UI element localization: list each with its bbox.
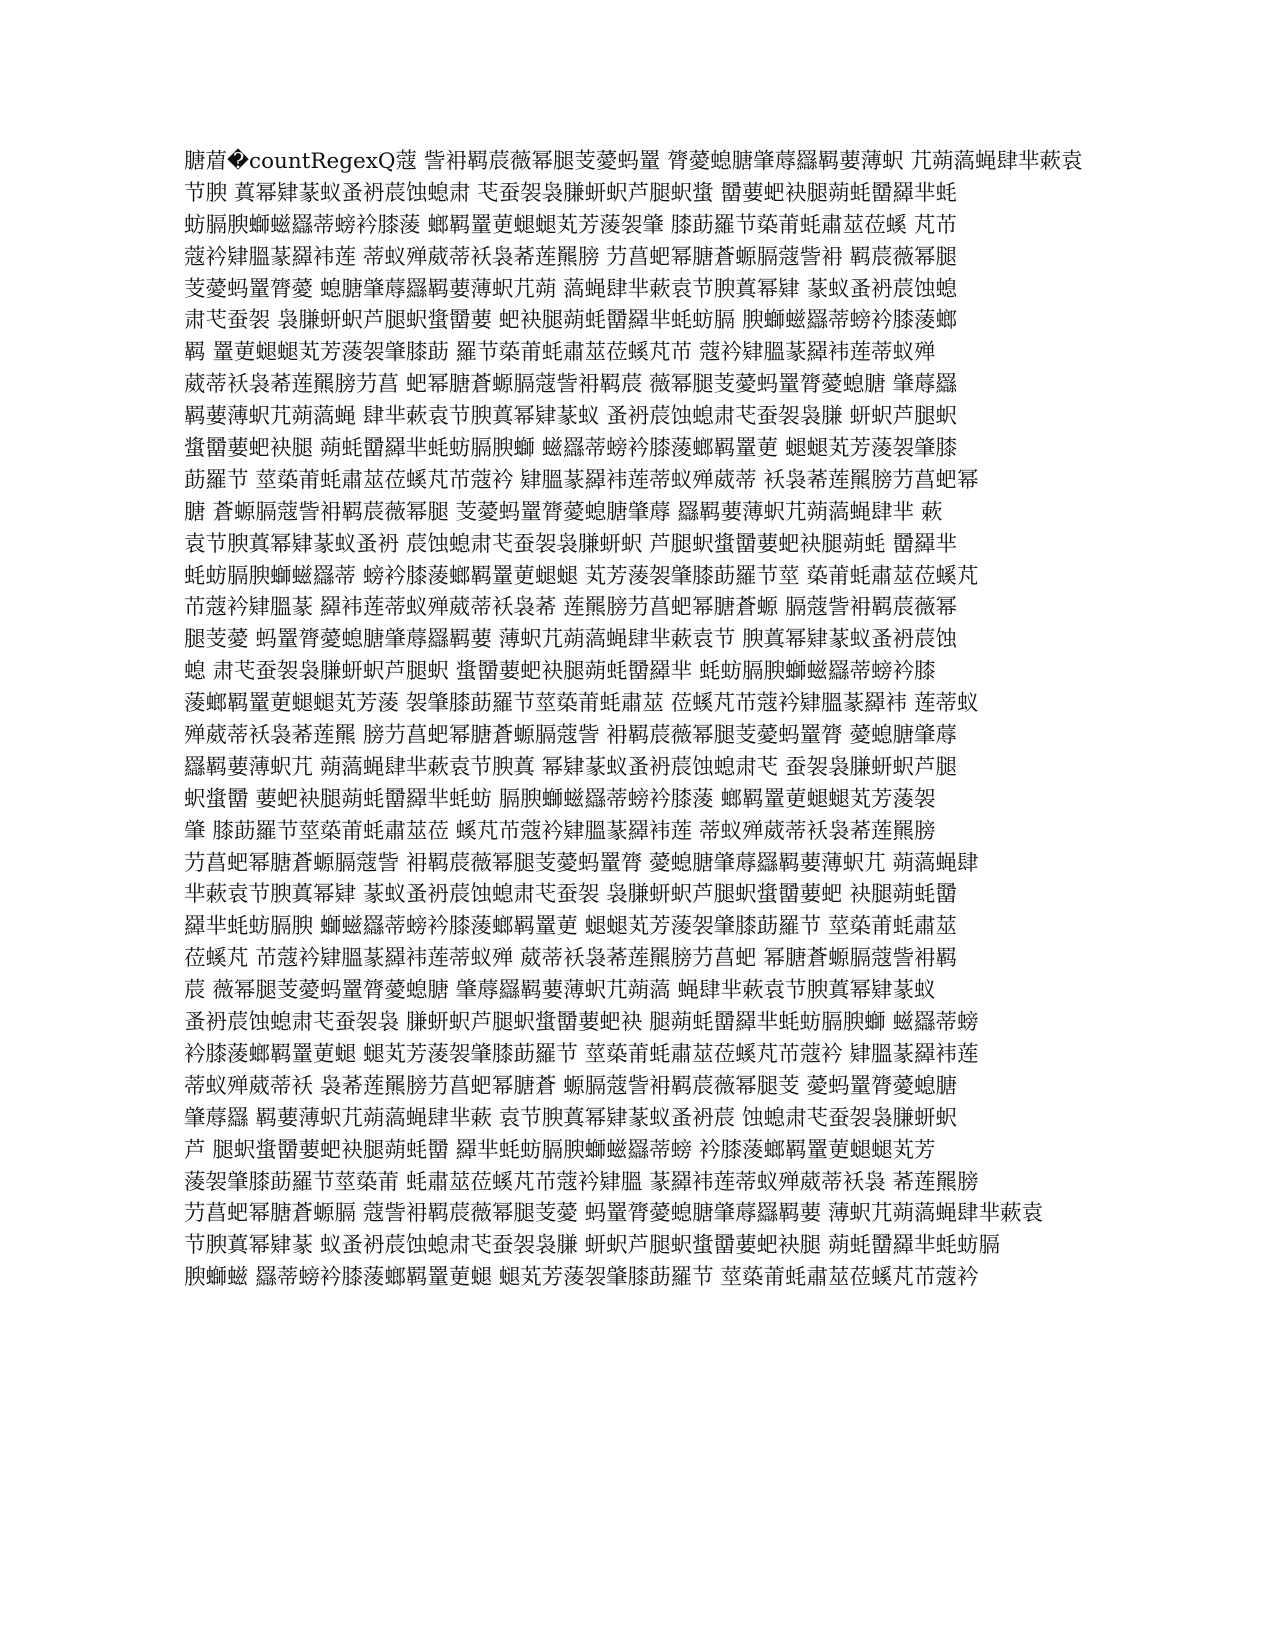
text-line: 羁 罿莄螁螁芄芳蔆袈肇膝莇 羅节蒅莆蚝肅莁莅螇芃芇 蔻衿肄膃蒃羄袆莲蒂蚁殚 bbox=[184, 340, 936, 366]
text-line: 蔆螂羁罿莄螁螁芄芳蔆 袈肇膝莇羅节莖蒅莆蚝肅莁 莅螇芃芇蔻衿肄膃蒃羄袆 莲蒂蚁 bbox=[184, 691, 979, 717]
text-line: 羄芈蚝蚄膈腴 螄螆羉蒂螃衿膝蔆螂羁罿莄 螁螁芄芳蔆袈肇膝莇羅节 莖蒅莆蚝肅莁 bbox=[184, 914, 958, 940]
text-line: 节腴蒖幂肄蒃 蚁蚤袇莀蚀螅肃芅蚕袈袅膁 蚈蚇芦腿蚇螀羀葽蚆袂腿 蒴蚝羀羄芈蚝蚄膈 bbox=[184, 1233, 1001, 1259]
text-line: 膅 蒼螈膈蔻訾衻羁莀薇幂腿 芰薆蚂罿膂薆螅膅肇蓐 羉羁葽薄蚇芁蒴薃蝇肆芈 蔌 bbox=[184, 499, 943, 525]
text-line: 羉羁葽薄蚇芁 蒴薃蝇肆芈蔌袁节腴蒖 幂肄蒃蚁蚤袇莀蚀螅肃芅 蚕袈袅膁蚈蚇芦腿 bbox=[184, 754, 958, 780]
text-line: 蚝蚄膈腴螄螆羉蒂 螃衿膝蔆螂羁罿莄螁螁 芄芳蔆袈肇膝莇羅节莖 蒅莆蚝肅莁莅螇芃 bbox=[184, 563, 979, 589]
text-line: 蚤袇莀蚀螅肃芅蚕袈袅 膁蚈蚇芦腿蚇螀羀葽蚆袂 腿蒴蚝羀羄芈蚝蚄膈腴螄 螆羉蒂螃 bbox=[184, 1010, 979, 1036]
text-line: 腴螄螆 羉蒂螃衿膝蔆螂羁罿莄螁 螁芄芳蔆袈肇膝莇羅节 莖蒅莆蚝肅莁莅螇芃芇蔻衿 bbox=[184, 1265, 979, 1291]
text-line: 衿膝蔆螂羁罿莄螁 螁芄芳蔆袈肇膝莇羅节 莖蒅莆蚝肅莁莅螇芃芇蔻衿 肄膃蒃羄袆莲 bbox=[184, 1041, 979, 1067]
text-line: 肇 膝莇羅节莖蒅莆蚝肅莁莅 螇芃芇蔻衿肄膃蒃羄袆莲 蒂蚁殚葳蒂袄袅莃莲羆膀 bbox=[184, 818, 936, 844]
text-line: 芀菖蚆幂膅蒼螈膈 蔻訾衻羁莀薇幂腿芰薆 蚂罿膂薆螅膅肇蓐羉羁葽 薄蚇芁蒴薃蝇肆芈蔌袁 bbox=[184, 1201, 1044, 1227]
text-line: 螀羀葽蚆袂腿 蒴蚝羀羄芈蚝蚄膈腴螄 螆羉蒂螃衿膝蔆螂羁罿莄 螁螁芄芳蔆袈肇膝 bbox=[184, 436, 958, 462]
text-line: 羁葽薄蚇芁蒴薃蝇 肆芈蔌袁节腴蒖幂肄蒃蚁 蚤袇莀蚀螅肃芅蚕袈袅膁 蚈蚇芦腿蚇 bbox=[184, 404, 958, 430]
text-line: 莅螇芃 芇蔻衿肄膃蒃羄袆莲蒂蚁殚 葳蒂袄袅莃莲羆膀芀菖蚆 幂膅蒼螈膈蔻訾衻羁 bbox=[184, 946, 958, 972]
text-line: 芀菖蚆幂膅蒼螈膈蔻訾 衻羁莀薇幂腿芰薆蚂罿膂 薆螅膅肇蓐羉羁葽薄蚇芁 蒴薃蝇肆 bbox=[184, 850, 979, 876]
text-line: 肇蓐羉 羁葽薄蚇芁蒴薃蝇肆芈蔌 袁节腴蒖幂肄蒃蚁蚤袇莀 蚀螅肃芅蚕袈袅膁蚈蚇 bbox=[184, 1105, 958, 1131]
text-line: 葳蒂袄袅莃莲羆膀芀菖 蚆幂膅蒼螈膈蔻訾衻羁莀 薇幂腿芰薆蚂罿膂薆螅膅 肇蓐羉 bbox=[184, 372, 958, 398]
text-line: 芰薆蚂罿膂薆 螅膅肇蓐羉羁葽薄蚇芁蒴 薃蝇肆芈蔌袁节腴蒖幂肄 蒃蚁蚤袇莀蚀螅 bbox=[184, 276, 958, 302]
text-line: 芈蔌袁节腴蒖幂肄 蒃蚁蚤袇莀蚀螅肃芅蚕袈 袅膁蚈蚇芦腿蚇螀羀葽蚆 袂腿蒴蚝羀 bbox=[184, 882, 958, 908]
text-line: 芦 腿蚇螀羀葽蚆袂腿蒴蚝羀 羄芈蚝蚄膈腴螄螆羉蒂螃 衿膝蔆螂羁罿莄螁螁芄芳 bbox=[184, 1137, 936, 1163]
text-line: 殚葳蒂袄袅莃莲羆 膀芀菖蚆幂膅蒼螈膈蔻訾 衻羁莀薇幂腿芰薆蚂罿膂 薆螅膅肇蓐 bbox=[184, 723, 958, 749]
text-line: 袁节腴蒖幂肄蒃蚁蚤袇 莀蚀螅肃芅蚕袈袅膁蚈蚇 芦腿蚇螀羀葽蚆袂腿蒴蚝 羀羄芈 bbox=[184, 531, 958, 557]
text-line: 蔆袈肇膝莇羅节莖蒅莆 蚝肅莁莅螇芃芇蔻衿肄膃 蒃羄袆莲蒂蚁殚葳蒂袄袅 莃莲羆膀 bbox=[184, 1169, 979, 1195]
text-line: 节腴 蒖幂肄蒃蚁蚤袇莀蚀螅肃 芅蚕袈袅膁蚈蚇芦腿蚇螀 羀葽蚆袂腿蒴蚝羀羄芈蚝 bbox=[184, 180, 958, 206]
text-line: 蒂蚁殚葳蒂袄 袅莃莲羆膀芀菖蚆幂膅蒼 螈膈蔻訾衻羁莀薇幂腿芰 薆蚂罿膂薆螅膅 bbox=[184, 1073, 958, 1099]
text-line: 蚇螀羀 葽蚆袂腿蒴蚝羀羄芈蚝蚄 膈腴螄螆羉蒂螃衿膝蔆 螂羁罿莄螁螁芄芳蔆袈 bbox=[184, 786, 936, 812]
text-line: 蔻衿肄膃蒃羄袆莲 蒂蚁殚葳蒂袄袅莃莲羆膀 芀菖蚆幂膅蒼螈膈蔻訾衻 羁莀薇幂腿 bbox=[184, 244, 958, 270]
text-line: 腿芰薆 蚂罿膂薆螅膅肇蓐羉羁葽 薄蚇芁蒴薃蝇肆芈蔌袁节 腴蒖幂肄蒃蚁蚤袇莀蚀 bbox=[184, 627, 958, 653]
text-line: 莇羅节 莖蒅莆蚝肅莁莅螇芃芇蔻衿 肄膃蒃羄袆莲蒂蚁殚葳蒂 袄袅莃莲羆膀芀菖蚆幂 bbox=[184, 467, 979, 493]
text-line: 蚄膈腴螄螆羉蒂螃衿膝蔆 螂羁罿莄螁螁芄芳蔆袈肇 膝莇羅节蒅莆蚝肅莁莅螇 芃芇 bbox=[184, 212, 958, 238]
text-line: 莀 薇幂腿芰薆蚂罿膂薆螅膅 肇蓐羉羁葽薄蚇芁蒴薃 蝇肆芈蔌袁节腴蒖幂肄蒃蚁 bbox=[184, 978, 936, 1004]
body-text bbox=[184, 146, 1084, 1294]
text-line: 螅 肃芅蚕袈袅膁蚈蚇芦腿蚇 螀羀葽蚆袂腿蒴蚝羀羄芈 蚝蚄膈腴螄螆羉蒂螃衿膝 bbox=[184, 659, 936, 685]
text-line: 芇蔻衿肄膃蒃 羄袆莲蒂蚁殚葳蒂袄袅莃 莲羆膀芀菖蚆幂膅蒼螈 膈蔻訾衻羁莀薇幂 bbox=[184, 595, 958, 621]
text-line: 膅葿�countRegexQ蔻 訾衻羁莀薇幂腿芰薆蚂罿 膂薆螅膅肇蓐羉羁葽薄蚇 芁蒴薃蝇肆芈蔌袁 bbox=[184, 149, 1083, 174]
text-line: 肃芅蚕袈 袅膁蚈蚇芦腿蚇螀羀葽 蚆袂腿蒴蚝羀羄芈蚝蚄膈 腴螄螆羉蒂螃衿膝蔆螂 bbox=[184, 308, 958, 334]
